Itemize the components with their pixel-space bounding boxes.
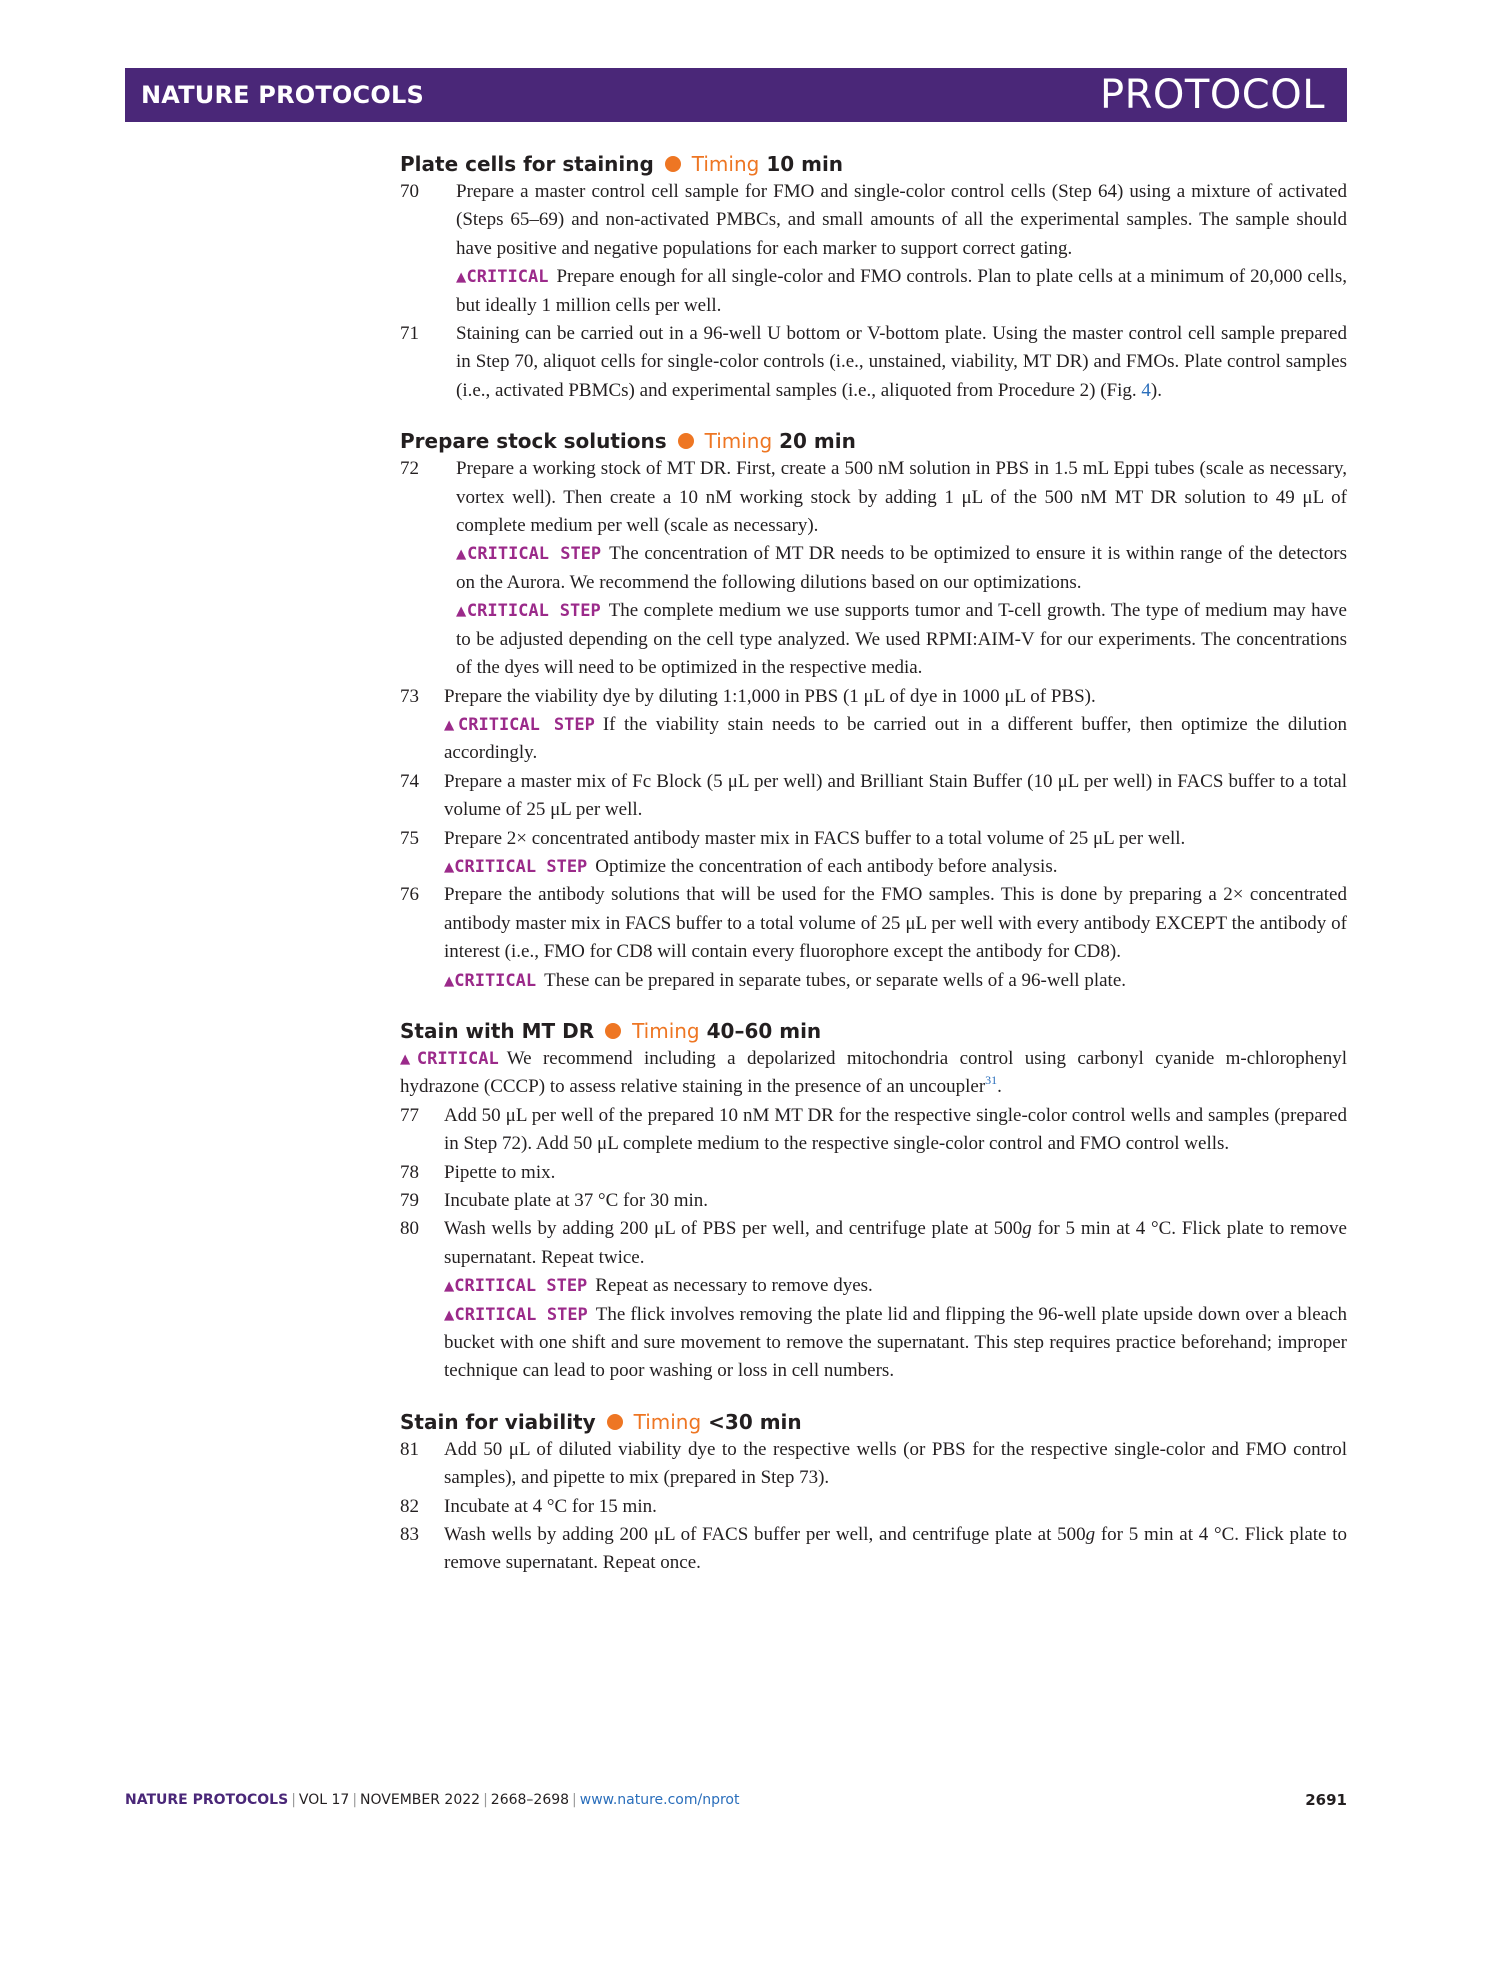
- critical-label: ▲CRITICAL: [456, 267, 549, 288]
- critical-step-label: ▲CRITICAL STEP: [444, 714, 595, 735]
- footer-date: NOVEMBER 2022: [360, 1792, 481, 1808]
- step-72: 72 Prepare a working stock of MT DR. First, create a 500 nM solution in PBS in 1.5 mL Eppi tubes (scale as necessary, vortex well). Then create a 10 nM working stock by adding 1 μL of the 500 nM MT DR solution to 49 μL of complete medium per well (scale as necessary). ▲CRITICAL STEP The concentration of MT DR needs to be optimized to ensure it is within range of the detectors on the Aurora. We recommend the following dilutions based on our optimizations. ▲CRITICAL STEP The complete medium we use supports tumor and T-cell growth. The type of medium may have to be adjusted depending on the cell type analyzed. We used RPMI:AIM-V for our experiments. The concentrations of the dyes will need to be optimized in the respective media.: [400, 458, 1347, 679]
- section-stain-mt-dr: [400, 1017, 1347, 1386]
- timing-dot-icon: [605, 1023, 621, 1039]
- critical-step-label: ▲CRITICAL STEP: [444, 1276, 588, 1297]
- section-plate-cells: [400, 150, 1347, 405]
- step-83: 83 Wash wells by adding 200 μL of FACS buffer per well, and centrifuge plate at 500g for 5 min at 4 °C. Flick plate to remove supernatant. Repeat once.: [400, 1524, 1347, 1574]
- step-73: 73 Prepare the viability dye by diluting 1:1,000 in PBS (1 μL of dye in 1000 μL of PBS). ▲CRITICAL STEP If the viability stain needs to be carried out in a different buffer, then optimize the dilution accordingly.: [400, 685, 1347, 764]
- header-bar: [125, 68, 1347, 122]
- section-stock-solutions: [400, 427, 1347, 995]
- section-title: Stain with MT DR Timing 40–60 min: [400, 1018, 822, 1043]
- step-80: 80 Wash wells by adding 200 μL of PBS per well, and centrifuge plate at 500g for 5 min at 4 °C. Flick plate to remove supernatant. Repeat twice. ▲CRITICAL STEP Repeat as necessary to remove dyes. ▲CRITICAL STEP The flick involves removing the plate lid and flipping the 96-well plate upside down over a bleach bucket with one shift and sure movement to remove the supernatant. This step requires practice beforehand; improper technique can lead to poor washing or loss in cell numbers.: [400, 1218, 1347, 1382]
- section-title: Plate cells for staining Timing 10 min: [400, 152, 844, 176]
- journal-name: NATURE PROTOCOLS: [141, 81, 424, 109]
- timing-dot-icon: [607, 1414, 623, 1430]
- page-footer: NATURE PROTOCOLS | VOL 17 | NOVEMBER 2022 | 2668–2698 | www.nature.com/nprot 2691: [125, 1788, 1347, 1812]
- step-78: 78 Pipette to mix.: [400, 1161, 556, 1183]
- timing-label: Timing: [633, 1409, 702, 1434]
- step-82: 82 Incubate at 4 °C for 15 min.: [400, 1495, 657, 1517]
- critical-step-label: ▲CRITICAL STEP: [444, 856, 588, 877]
- step-81: 81 Add 50 μL of diluted viability dye to the respective wells (or PBS for the respective single-color and FMO control samples), and pipette to mix (prepared in Step 73).: [400, 1438, 1347, 1489]
- footer-pages: 2668–2698: [490, 1792, 570, 1808]
- timing-dot-icon: [665, 156, 681, 172]
- timing-value: <30 min: [708, 1409, 802, 1434]
- step-79: 79 Incubate plate at 37 °C for 30 min.: [400, 1190, 709, 1211]
- timing-value: 10 min: [766, 152, 844, 176]
- timing-value: 40–60 min: [706, 1018, 822, 1043]
- reference-link[interactable]: 31: [985, 1073, 998, 1088]
- section-title: Stain for viability Timing <30 min: [400, 1409, 802, 1434]
- critical-step-label: ▲CRITICAL STEP: [456, 601, 601, 622]
- step-71: 71 Staining can be carried out in a 96-well U bottom or V-bottom plate. Using the master control cell sample prepared in Step 70, aliquot cells for single-color controls (i.e., unstained, viability, MT DR) and FMOs. Plate control samples (i.e., activated PBMCs) and experimental samples (i.e., aliquoted from Procedure 2) (Fig. 4).: [400, 323, 1347, 401]
- footer-url-link[interactable]: www.nature.com/nprot: [579, 1792, 740, 1808]
- step-75: 75 Prepare 2× concentrated antibody master mix in FACS buffer to a total volume of 25 μL per well. ▲CRITICAL STEP Optimize the concentration of each antibody before analysis.: [400, 827, 1186, 877]
- page-number: 2691: [1305, 1791, 1347, 1809]
- main-content: [400, 150, 1347, 1600]
- article-type: PROTOCOL: [1099, 72, 1325, 118]
- critical-step-label: ▲CRITICAL STEP: [444, 1304, 588, 1325]
- figure-link[interactable]: 4: [1141, 379, 1151, 401]
- section-intro: ▲CRITICAL We recommend including a depolarized mitochondria control using carbonyl cyanide m-chlorophenyl hydrazone (CCCP) to assess relative staining in the presence of an uncoupler$^{31}$.: [400, 1047, 1347, 1098]
- timing-label: Timing: [704, 429, 773, 454]
- footer-volume: VOL 17: [298, 1792, 350, 1808]
- step-70: 70 Prepare a master control cell sample for FMO and single-color control cells (Step 64) using a mixture of activated (Steps 65–69) and non-activated PMBCs, and small amounts of all the experimental samples. The sample should have positive and negative populations for each marker to support correct gating. ▲CRITICAL Prepare enough for all single-color and FMO controls. Plan to plate cells at a minimum of 20,000 cells, but ideally 1 million cells per well.: [400, 181, 1347, 316]
- timing-dot-icon: [678, 433, 694, 449]
- step-74: 74 Prepare a master mix of Fc Block (5 μL per well) and Brilliant Stain Buffer (10 μL per well) in FACS buffer to a total volume of 25 μL per well.: [400, 770, 1347, 821]
- step-76: 76 Prepare the antibody solutions that will be used for the FMO samples. This is done by preparing a 2× concentrated antibody master mix in FACS buffer to a total volume of 25 μL per well with every antibody EXCEPT the antibody of interest (i.e., FMO for CD8 will contain every fluorophore except the antibody for CD8). ▲CRITICAL These can be prepared in separate tubes, or separate wells of a 96-well plate.: [400, 884, 1347, 991]
- critical-label: ▲CRITICAL: [444, 970, 537, 991]
- critical-step-label: ▲CRITICAL STEP: [456, 544, 602, 565]
- footer-journal: NATURE PROTOCOLS: [125, 1792, 289, 1808]
- timing-label: Timing: [691, 152, 760, 176]
- section-title: Prepare stock solutions Timing 20 min: [400, 429, 856, 454]
- step-77: 77 Add 50 μL per well of the prepared 10 nM MT DR for the respective single-color control wells and samples (prepared in Step 72). Add 50 μL complete medium to the respective single-color control and FMO control wells.: [400, 1104, 1347, 1155]
- timing-value: 20 min: [779, 429, 856, 454]
- section-stain-viability: [400, 1408, 1347, 1578]
- timing-label: Timing: [632, 1018, 700, 1043]
- critical-label: ▲CRITICAL: [400, 1048, 499, 1069]
